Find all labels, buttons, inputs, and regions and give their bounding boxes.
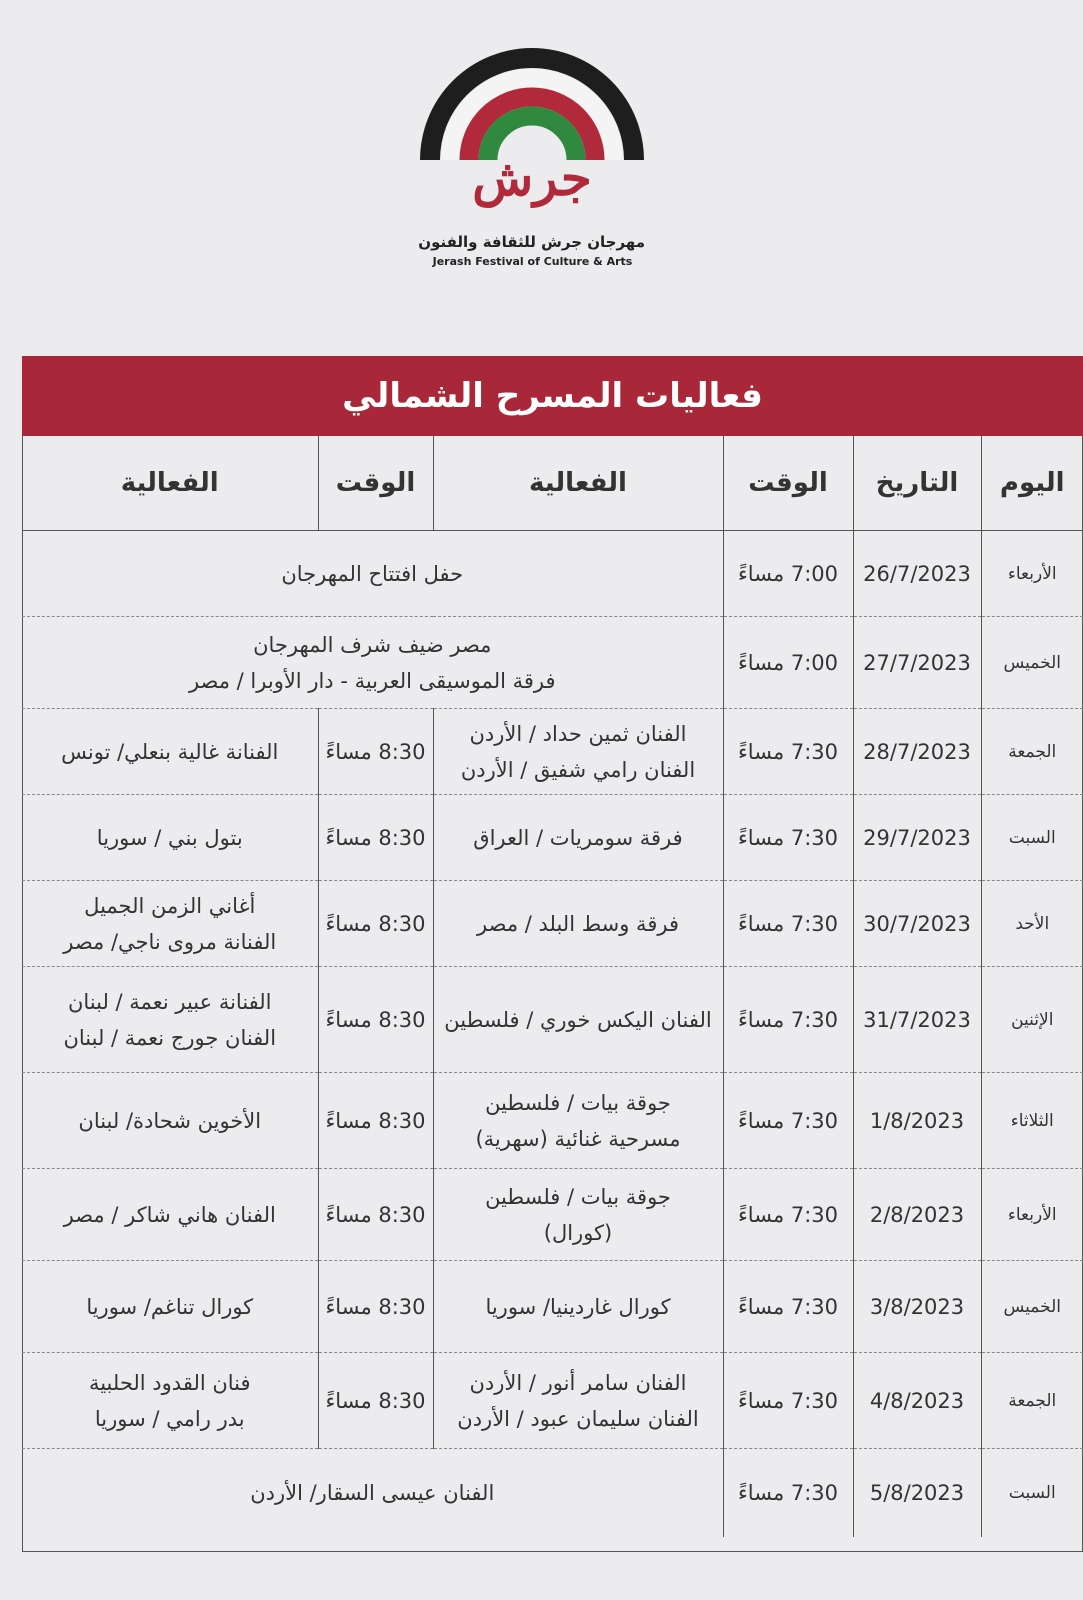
table-row — [22, 709, 1083, 795]
event-line: الأخوين شحادة/ لبنان — [78, 1108, 262, 1133]
event-line: كورال تناغم/ سوريا — [86, 1294, 254, 1319]
day-cell: السبت — [981, 795, 1083, 881]
date-cell: 29/7/2023 — [853, 795, 981, 881]
logo-name-english: Jerash Festival of Culture & Arts — [432, 255, 633, 268]
header-event: الفعالية — [433, 436, 723, 531]
event-line: (كورال) — [543, 1220, 613, 1245]
header-event-second: الفعالية — [22, 436, 318, 531]
date-cell: 27/7/2023 — [853, 617, 981, 709]
event-cell-second — [22, 709, 318, 795]
event-cell — [433, 1073, 723, 1169]
time-cell-second: 8:30 مساءً — [318, 795, 433, 881]
time-cell-second: 8:30 مساءً — [318, 881, 433, 967]
date-cell: 5/8/2023 — [853, 1449, 981, 1537]
event-cell-second — [22, 1261, 318, 1353]
event-line: الفنان جورج نعمة / لبنان — [63, 1025, 277, 1050]
event-cell — [433, 881, 723, 967]
time-cell-second: 8:30 مساءً — [318, 1169, 433, 1261]
event-line: أغاني الزمن الجميل — [84, 893, 256, 918]
event-cell — [433, 1261, 723, 1353]
event-cell — [22, 1449, 723, 1537]
rainbow-arc-icon — [420, 45, 645, 235]
time-cell: 7:30 مساءً — [723, 1449, 853, 1537]
date-cell: 3/8/2023 — [853, 1261, 981, 1353]
event-cell — [433, 709, 723, 795]
time-cell: 7:30 مساءً — [723, 1169, 853, 1261]
event-line: الفنانة عبير نعمة / لبنان — [67, 989, 272, 1014]
time-cell: 7:30 مساءً — [723, 795, 853, 881]
date-cell: 4/8/2023 — [853, 1353, 981, 1449]
event-line: جوقة بيات / فلسطين — [485, 1184, 671, 1209]
time-cell-second: 8:30 مساءً — [318, 1261, 433, 1353]
table-row — [22, 617, 1083, 709]
table-row — [22, 967, 1083, 1073]
date-cell: 1/8/2023 — [853, 1073, 981, 1169]
table-row — [22, 1073, 1083, 1169]
logo-name-arabic: مهرجان جرش للثقافة والفنون — [418, 233, 645, 251]
time-cell: 7:30 مساءً — [723, 967, 853, 1073]
day-cell: الأربعاء — [981, 1169, 1083, 1261]
day-cell: الجمعة — [981, 1353, 1083, 1449]
event-line: فرقة وسط البلد / مصر — [477, 911, 679, 936]
event-line: الفنان عيسى السقار/ الأردن — [250, 1480, 495, 1505]
day-cell: الجمعة — [981, 709, 1083, 795]
event-line: الفنانة مروى ناجي/ مصر — [63, 929, 277, 954]
day-cell: الأحد — [981, 881, 1083, 967]
header-time-second: الوقت — [318, 436, 433, 531]
table-row — [22, 795, 1083, 881]
event-cell-second — [22, 967, 318, 1073]
table-row — [22, 531, 1083, 617]
schedule-table — [22, 436, 1083, 1537]
header-time: الوقت — [723, 436, 853, 531]
section-banner — [22, 356, 1083, 436]
day-cell: الإثنين — [981, 967, 1083, 1073]
event-cell — [433, 1353, 723, 1449]
table-row — [22, 1261, 1083, 1353]
table-row — [22, 1449, 1083, 1537]
event-cell — [22, 617, 723, 709]
event-line: كورال غاردينيا/ سوريا — [485, 1294, 671, 1319]
table-row — [22, 1169, 1083, 1261]
time-cell-second: 8:30 مساءً — [318, 967, 433, 1073]
day-cell: الخميس — [981, 617, 1083, 709]
table-row — [22, 1353, 1083, 1449]
date-cell: 28/7/2023 — [853, 709, 981, 795]
event-line: فرقة الموسيقى العربية - دار الأوبرا / مصر — [188, 668, 556, 693]
event-line: بتول بني / سوريا — [96, 825, 243, 850]
event-line: الفنان ثمين حداد / الأردن — [469, 721, 687, 746]
time-cell: 7:30 مساءً — [723, 709, 853, 795]
event-line: جوقة بيات / فلسطين — [485, 1090, 671, 1115]
schedule-body — [22, 531, 1083, 1537]
event-line: الفنان هاني شاكر / مصر — [63, 1202, 276, 1227]
event-cell — [433, 967, 723, 1073]
event-line: مسرحية غنائية (سهرية) — [475, 1126, 681, 1151]
event-line: الفنان سليمان عبود / الأردن — [457, 1406, 699, 1431]
day-cell: الأربعاء — [981, 531, 1083, 617]
header-row — [22, 436, 1083, 531]
time-cell: 7:30 مساءً — [723, 1073, 853, 1169]
festival-logo — [420, 45, 645, 275]
event-line: مصر ضيف شرف المهرجان — [253, 632, 492, 657]
event-cell-second — [22, 1169, 318, 1261]
event-cell-second — [22, 1353, 318, 1449]
time-cell: 7:30 مساءً — [723, 1353, 853, 1449]
date-cell: 30/7/2023 — [853, 881, 981, 967]
header-date: التاريخ — [853, 436, 981, 531]
event-line: فنان القدود الحلبية — [88, 1370, 251, 1395]
time-cell: 7:00 مساءً — [723, 617, 853, 709]
event-cell-second — [22, 795, 318, 881]
event-line: الفنان رامي شفيق / الأردن — [460, 757, 696, 782]
event-line: حفل افتتاح المهرجان — [281, 561, 464, 586]
event-line: الفنانة غالية بنعلي/ تونس — [61, 739, 279, 764]
logo-symbol: جرش — [472, 148, 592, 207]
time-cell-second: 8:30 مساءً — [318, 1353, 433, 1449]
time-cell: 7:30 مساءً — [723, 881, 853, 967]
event-line: فرقة سومريات / العراق — [473, 825, 683, 850]
table-row — [22, 881, 1083, 967]
date-cell: 2/8/2023 — [853, 1169, 981, 1261]
event-cell — [22, 531, 723, 617]
date-cell: 26/7/2023 — [853, 531, 981, 617]
time-cell: 7:30 مساءً — [723, 1261, 853, 1353]
day-cell: السبت — [981, 1449, 1083, 1537]
banner-title: فعاليات المسرح الشمالي — [342, 376, 763, 416]
time-cell-second: 8:30 مساءً — [318, 1073, 433, 1169]
day-cell: الثلاثاء — [981, 1073, 1083, 1169]
time-cell-second: 8:30 مساءً — [318, 709, 433, 795]
event-cell — [433, 795, 723, 881]
time-cell: 7:00 مساءً — [723, 531, 853, 617]
header-day: اليوم — [981, 436, 1083, 531]
event-cell-second — [22, 881, 318, 967]
event-line: الفنان اليكس خوري / فلسطين — [444, 1007, 712, 1032]
date-cell: 31/7/2023 — [853, 967, 981, 1073]
day-cell: الخميس — [981, 1261, 1083, 1353]
event-cell-second — [22, 1073, 318, 1169]
event-line: بدر رامي / سوريا — [94, 1406, 245, 1431]
event-line: الفنان سامر أنور / الأردن — [469, 1370, 687, 1395]
event-cell — [433, 1169, 723, 1261]
